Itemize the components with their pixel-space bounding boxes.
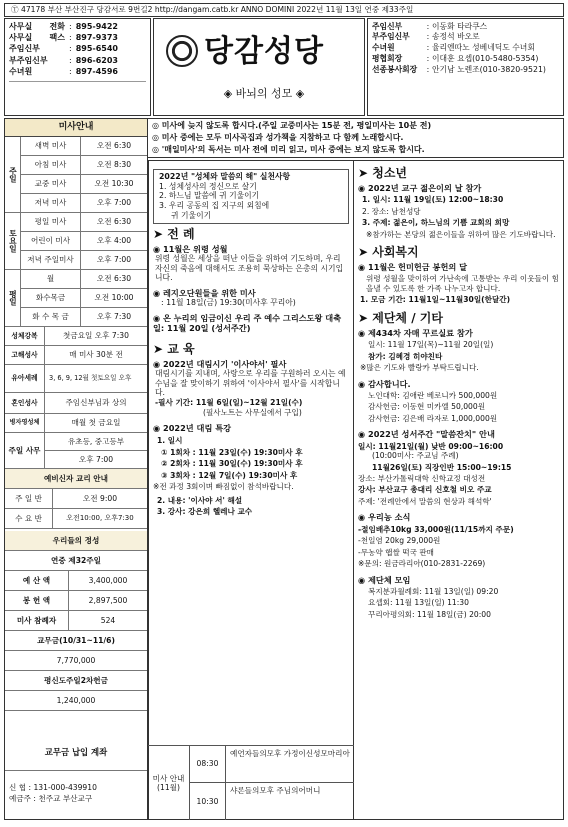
catechumen-title: 예비신자 교리 안내 xyxy=(5,469,147,489)
contact-value: 895-6540 xyxy=(75,44,118,54)
mass-intention-label: 미사 안내 (11월) xyxy=(148,746,190,820)
contact-row: 주임신부 : 895-6540 xyxy=(9,44,146,55)
staff-value: 율리엔따노 성베네딕도 수녀회 xyxy=(432,43,535,53)
office-name: 주일 사무 xyxy=(5,433,45,468)
meeting-line: 복지분과월례회: 11월 13일(일) 09:20 xyxy=(368,586,499,596)
sacrament-name: 병자영성체 xyxy=(5,414,45,432)
thanks-line: 노인대학: 김애란 베로니카 500,000원 xyxy=(368,390,498,400)
parish-logo-icon xyxy=(166,35,198,67)
mass-time: 오후 7:00 xyxy=(96,255,132,265)
offering-row xyxy=(5,591,147,611)
mass-intention-table xyxy=(148,745,354,820)
sacrament-time: 주임신부님과 상의 xyxy=(65,398,127,408)
mass-time: 오전 6:30 xyxy=(96,274,132,284)
education-item-body: 대림시기를 지내며, 사랑으로 우리를 구원하러 오시는 예수님을 잘 맞이하기 위하여 '이사야서 필사'를 시작합니다. xyxy=(155,368,346,398)
mass-time: 오후 7:00 xyxy=(96,198,132,208)
saturday-group-label: 토요일 xyxy=(5,213,21,270)
class-time: 오전10:00, 오후7:30 xyxy=(66,514,134,523)
second-collection-title: 평신도주일2차헌금 xyxy=(5,671,147,691)
welfare-item-title: ◉ 11월은 헌미헌금 봉헌의 달 xyxy=(358,262,468,273)
sacrament-time: 매월 첫 금요일 xyxy=(71,418,121,428)
schedule-row xyxy=(21,251,147,270)
payment-line-2: 예금주 : 천주교 부산교구 xyxy=(9,794,93,804)
notice-box xyxy=(148,118,564,158)
contact-row: 수녀원 : 897-4596 xyxy=(9,67,146,78)
contact-info xyxy=(4,18,151,116)
liturgy-item-body: 위령 성월은 세상을 떠난 이들을 위하여 기도하며, 우리 자신의 죽음에 대해서도 조용히 묵상하는 은총의 시기입니다. xyxy=(155,253,344,283)
offering-value: 2,897,500 xyxy=(88,595,128,605)
thanks-line: 감사헌금: 이동현 미카엘 50,000원 xyxy=(368,402,486,412)
youth-heading: ➤ 청소년 xyxy=(358,166,408,180)
schedule-row xyxy=(21,289,147,308)
lecture-date-label: 1. 일시 xyxy=(157,436,183,446)
bulletin-subtitle: ◈ 바뇌의 성모 ◈ xyxy=(223,87,305,100)
sacrament-name: 유아세례 xyxy=(5,365,45,392)
catechumen-section xyxy=(5,469,147,529)
youth-note: ※참가하는 본당의 젊은이들을 위하여 많은 기도바랍니다. xyxy=(366,229,556,239)
second-collection-value: 1,240,000 xyxy=(5,691,147,711)
sacrament-row xyxy=(5,393,147,414)
sacrament-row xyxy=(5,327,147,346)
sacrament-row xyxy=(5,365,147,393)
group-detail: 일시: 11월 17일(목)~11월 20일(일) xyxy=(368,340,494,350)
notice-line: ◎ '매일미사'의 독서는 미사 전에 미리 읽고, 미사 중에는 보지 않도록 합시다. xyxy=(152,145,425,155)
top-bar: Ⓣ 47178 부산 부산진구 당감서로 9번길2 http://dangam.catb.kr ANNO DOMINI 2022년 11월 13일 연중 제33주일 xyxy=(4,3,564,17)
schedule-row xyxy=(21,232,147,251)
staff-value: 안기남 노렌조(010-3820-9521) xyxy=(432,64,546,74)
lecture-content: 2. 내용: '이사야 서' 해설 xyxy=(157,495,243,505)
dues-title: 교무금(10/31~11/6) xyxy=(5,631,147,651)
mass-time: 오전 10:00 xyxy=(94,293,134,303)
lecture-lecturer: 3. 강사: 강은희 헬레나 교수 xyxy=(157,507,253,517)
schedule-row xyxy=(21,308,147,327)
sunday-group-label: 주일 xyxy=(5,137,21,213)
mass-schedule-title: 미사안내 xyxy=(5,119,147,137)
class-name: 주 일 반 xyxy=(5,489,53,508)
youth-detail: 2. 장소: 남천성당 xyxy=(362,206,421,216)
notice-line: ◎ 미사에 늦지 않도록 합시다.(주일 교중미사는 15분 전, 평일미사는 10분 전) xyxy=(152,121,432,130)
offering-value: 524 xyxy=(100,615,116,625)
offering-title: 우리들의 정성 xyxy=(5,531,147,551)
mass-intention-row xyxy=(190,746,354,783)
schedule-row xyxy=(21,137,147,156)
offering-value: 3,400,000 xyxy=(88,575,128,585)
sacrament-time: 3, 6, 9, 12월 첫토요일 오후 xyxy=(49,374,132,383)
class-time: 오전 9:00 xyxy=(82,493,118,503)
offering-label: 예 산 액 xyxy=(5,571,69,590)
education-heading-text: 교 육 xyxy=(167,341,195,356)
contact-label: 부주임신부 xyxy=(9,55,48,65)
mass-name: 화수목금 xyxy=(21,289,81,307)
group-item-title: ◉ 2022년 성서주간 "말씀잔치" 안내 xyxy=(358,429,495,440)
schedule-row xyxy=(21,270,147,289)
staff-row: 부주임신부 : 송정석 바오로 xyxy=(372,32,559,43)
liturgy-item-title: ◉ 온 누리의 임금이신 우리 주 예수 그리스도왕 대축일: 11월 20일 (성서주간) xyxy=(153,313,342,334)
staff-row: 평협회장 : 이대훈 요셉(010-5480-5354) xyxy=(372,53,559,64)
intention-text: 예언자들의모후 가정이신성모마리아 xyxy=(230,749,350,758)
practice-item: 3. 우리 공동의 집 지구의 외침에 xyxy=(159,201,270,211)
offering-label: 봉 헌 액 xyxy=(5,591,69,610)
staff-value: 송정석 바오로 xyxy=(432,32,480,42)
group-item-title: ◉ 제단체 모임 xyxy=(358,574,411,585)
payment-account xyxy=(5,733,147,819)
welfare-item-body: 위령 성월을 맞이하여 가난속에 고통받는 우리 이웃들이 힘을낼 수 있도록 한 가족 나누고자 합니다. xyxy=(366,274,559,293)
contact-value: 897-4596 xyxy=(75,67,118,77)
contact-value: 897-9373 xyxy=(75,33,118,43)
sacrament-name: 혼인성사 xyxy=(5,393,45,413)
contact-label: 사무실 전화 xyxy=(9,21,65,31)
sacrament-name: 고해성사 xyxy=(5,346,45,364)
liturgy-heading: ➤ 전 례 xyxy=(153,226,195,241)
mass-time: 오후 4:00 xyxy=(96,236,132,246)
staff-label: 수녀원 xyxy=(372,43,395,53)
sacrament-row xyxy=(5,414,147,433)
bible-week-line: 장소: 부산가톨릭대학 신학교정 대성전 xyxy=(358,474,486,483)
sacrament-row xyxy=(5,346,147,365)
contact-row: 사무실 팩스 : 897-9373 xyxy=(9,32,146,43)
farm-item: -무농약 햅쌀 떡국 판매 xyxy=(358,547,435,557)
youth-detail: 3. 주제: 젊은이, 하느님의 기쁨 교회의 희망 xyxy=(362,218,510,228)
schedule-row xyxy=(21,175,147,194)
farm-item: -천일염 20kg 29,000원 xyxy=(358,536,441,546)
saturday-schedule xyxy=(5,213,147,270)
intention-time: 08:30 xyxy=(190,746,226,782)
liturgy-item-title: ◉ 레지오단원들을 위한 미사 xyxy=(153,288,256,299)
group-item-title: ◉ 우리농 소식 xyxy=(358,512,411,523)
youth-heading-text: 청소년 xyxy=(372,166,408,180)
group-note: ※많은 기도와 빨랑카 부탁드립니다. xyxy=(360,363,479,373)
contact-label: 사무실 팩스 xyxy=(9,33,65,43)
mass-name: 월 xyxy=(21,270,81,288)
bible-week-line: 강사: 부산교구 총대리 신호철 비오 주교 xyxy=(358,485,492,495)
office-time-1: 유초등, 중고등부 xyxy=(45,433,147,451)
title-banner xyxy=(153,18,365,116)
lecture-session: ③ 3회차 : 12월 7일(수) 19:30미사 후 xyxy=(161,470,298,480)
mass-name: 화 수 목 금 xyxy=(21,308,81,326)
liturgy-education-column xyxy=(148,160,354,820)
intention-text: 샤론들의모후 주님의어머니 xyxy=(230,786,321,795)
contact-row: 부주임신부 : 896-6203 xyxy=(9,55,146,66)
bible-week-line: 일시: 11월21일(월) 낮반 09:00~16:00 xyxy=(358,441,504,451)
mass-time: 오후 7:30 xyxy=(96,312,132,322)
offering-label: 미사 참례자 xyxy=(5,611,69,630)
intention-time: 10:30 xyxy=(190,783,226,820)
sacrament-time: 매 미사 30분 전 xyxy=(69,350,123,360)
welfare-period: 1. 모금 기간: 11월1일~11월30일(한달간) xyxy=(360,295,511,305)
sacrament-name: 성체강복 xyxy=(5,327,45,345)
group-item-title: ◉ 제434차 자매 꾸르실료 참가 xyxy=(358,327,473,338)
schedule-row xyxy=(21,213,147,232)
offering-row xyxy=(5,571,147,591)
catechumen-row xyxy=(5,489,147,509)
mass-name: 저녁 미사 xyxy=(21,194,81,212)
bible-week-line: 11월26일(토) 직장인반 15:00~19:15 xyxy=(372,462,512,472)
staff-row: 주임신부 : 이동화 타라쿠스 xyxy=(372,21,559,32)
yearly-practice-box xyxy=(153,169,349,224)
youth-welfare-column xyxy=(354,160,564,820)
practice-title: 2022년 "성체와 말씀의 해" 실천사항 xyxy=(159,172,291,181)
class-name: 수 요 반 xyxy=(5,509,53,528)
staff-label: 부주임신부 xyxy=(372,32,410,42)
group-item-title: ◉ 감사합니다. xyxy=(358,378,411,389)
contact-label: 수녀원 xyxy=(9,67,33,77)
bible-week-line: (10:00미사: 주교님 주례) xyxy=(372,451,459,461)
catechumen-row xyxy=(5,509,147,529)
contact-row: 사무실 전화 : 895-9422 xyxy=(9,21,146,32)
sacrament-time: 첫금요일 오후 7:30 xyxy=(63,331,129,341)
staff-info xyxy=(367,18,564,116)
lecture-session: ① 1회차 : 11월 23일(수) 19:30미사 후 xyxy=(161,447,303,457)
youth-detail: 1. 일시: 11월 19일(토) 12:00~18:30 xyxy=(362,195,504,205)
practice-item: 1. 성체성사의 정신으로 살기 xyxy=(159,181,257,191)
meeting-line: 꾸리아평의회: 11월 18일(금) 20:00 xyxy=(368,609,491,619)
weekday-schedule xyxy=(5,270,147,327)
schedule-row xyxy=(21,156,147,175)
schedule-row xyxy=(21,194,147,213)
staff-value: 이동화 타라쿠스 xyxy=(432,21,488,31)
group-detail: 참가: 김혜경 히야친타 xyxy=(368,351,443,361)
welfare-heading-text: 사회복지 xyxy=(372,245,419,260)
practice-item: 2. 하느님 말씀에 귀 기울이기 xyxy=(159,191,260,201)
mass-intention-row xyxy=(190,783,354,820)
mass-name: 저녁 주일미사 xyxy=(21,251,81,269)
notice-line: ◎ 미사 중에는 모두 미사곡집과 성가책을 지참하고 다 함께 노래합시다. xyxy=(152,133,404,143)
staff-value: 이대훈 요셉(010-5480-5354) xyxy=(432,53,539,63)
staff-row: 선종봉사회장 : 안기남 노렌조(010-3820-9521) xyxy=(372,64,559,75)
practice-item: 귀 기울이기 xyxy=(171,210,212,220)
bulletin-title: 당감성당 xyxy=(204,34,324,69)
youth-item-title: ◉ 2022년 교구 젊은이의 날 참가 xyxy=(358,183,482,193)
staff-label: 선종봉사회장 xyxy=(372,64,418,74)
dues-value: 7,770,000 xyxy=(5,651,147,671)
farm-item: -절임배추10kg 33,000원(11/15까지 주문) xyxy=(358,524,514,534)
offering-subtitle: 연중 제32주일 xyxy=(5,551,147,571)
sunday-schedule xyxy=(5,137,147,213)
mass-time: 오전 8:30 xyxy=(96,160,132,170)
contact-spacer xyxy=(9,81,146,121)
education-period: -필사 기간: 11월 6일(일)~12월 21일(수) xyxy=(155,398,303,408)
staff-row: 수녀원 : 율리엔따노 성베네딕도 수녀회 xyxy=(372,43,559,54)
mass-time: 오전 6:30 xyxy=(96,141,132,151)
thanks-line: 감사헌금: 김은배 라자로 1,000,000원 xyxy=(368,413,498,423)
payment-line-1: 신 협 : 131-000-439910 xyxy=(9,783,97,792)
groups-heading: ➤ 제단체 / 기타 xyxy=(358,310,443,325)
weekday-group-label: 평일 xyxy=(5,270,21,327)
bible-week-line: 주제: '전례안에서 말씀의 현상과 해석학' xyxy=(358,496,492,506)
mass-name: 교중 미사 xyxy=(21,175,81,193)
mass-time: 오전 10:30 xyxy=(94,179,134,189)
offering-section xyxy=(5,531,147,711)
lecture-session: ② 2회차 : 11월 30일(수) 19:30미사 후 xyxy=(161,459,303,469)
sacrament-schedule xyxy=(5,327,147,469)
groups-heading-text: 제단체 / 기타 xyxy=(372,310,443,325)
mass-name: 아침 미사 xyxy=(21,156,81,174)
contact-label: 주임신부 xyxy=(9,44,40,54)
mass-time: 오전 6:30 xyxy=(96,217,132,227)
contact-value: 895-9422 xyxy=(75,21,118,31)
mass-schedule-panel xyxy=(4,118,148,820)
farm-note: ※문의: 원금라리아(010-2831-2269) xyxy=(358,559,486,569)
education-note: (필사노트는 사무실에서 구입) xyxy=(203,407,302,417)
lecture-note: ※전 과정 3회이며 빠짐없이 참석바랍니다. xyxy=(153,482,294,492)
staff-label: 평협회장 xyxy=(372,53,403,63)
office-time-2: 오후 7:00 xyxy=(78,455,114,464)
contact-value: 896-6203 xyxy=(75,55,118,65)
education-item-title: ◉ 2022년 대림 특강 xyxy=(153,423,232,434)
mass-name: 평일 미사 xyxy=(21,213,81,231)
meeting-line: 요셉회: 11월 13일(일) 11:30 xyxy=(368,598,469,608)
education-item-title: ◉ 2022년 대림시기 '이사야서' 필사 xyxy=(153,358,287,369)
liturgy-item-body: : 11월 18일(금) 19:30(미사후 꾸리아) xyxy=(161,298,296,308)
education-heading: ➤ 교 육 xyxy=(153,341,195,356)
mass-name: 새벽 미사 xyxy=(21,137,81,155)
mass-name: 어린이 미사 xyxy=(21,232,81,250)
staff-label: 주임신부 xyxy=(372,21,403,31)
office-row xyxy=(5,433,147,469)
liturgy-item-title: ◉ 11월은 위령 성월 xyxy=(153,243,228,254)
payment-title: 교무금 납입 계좌 xyxy=(5,733,147,771)
welfare-heading: ➤ 사회복지 xyxy=(358,245,419,260)
offering-row xyxy=(5,611,147,631)
liturgy-heading-text: 전 례 xyxy=(167,226,195,241)
